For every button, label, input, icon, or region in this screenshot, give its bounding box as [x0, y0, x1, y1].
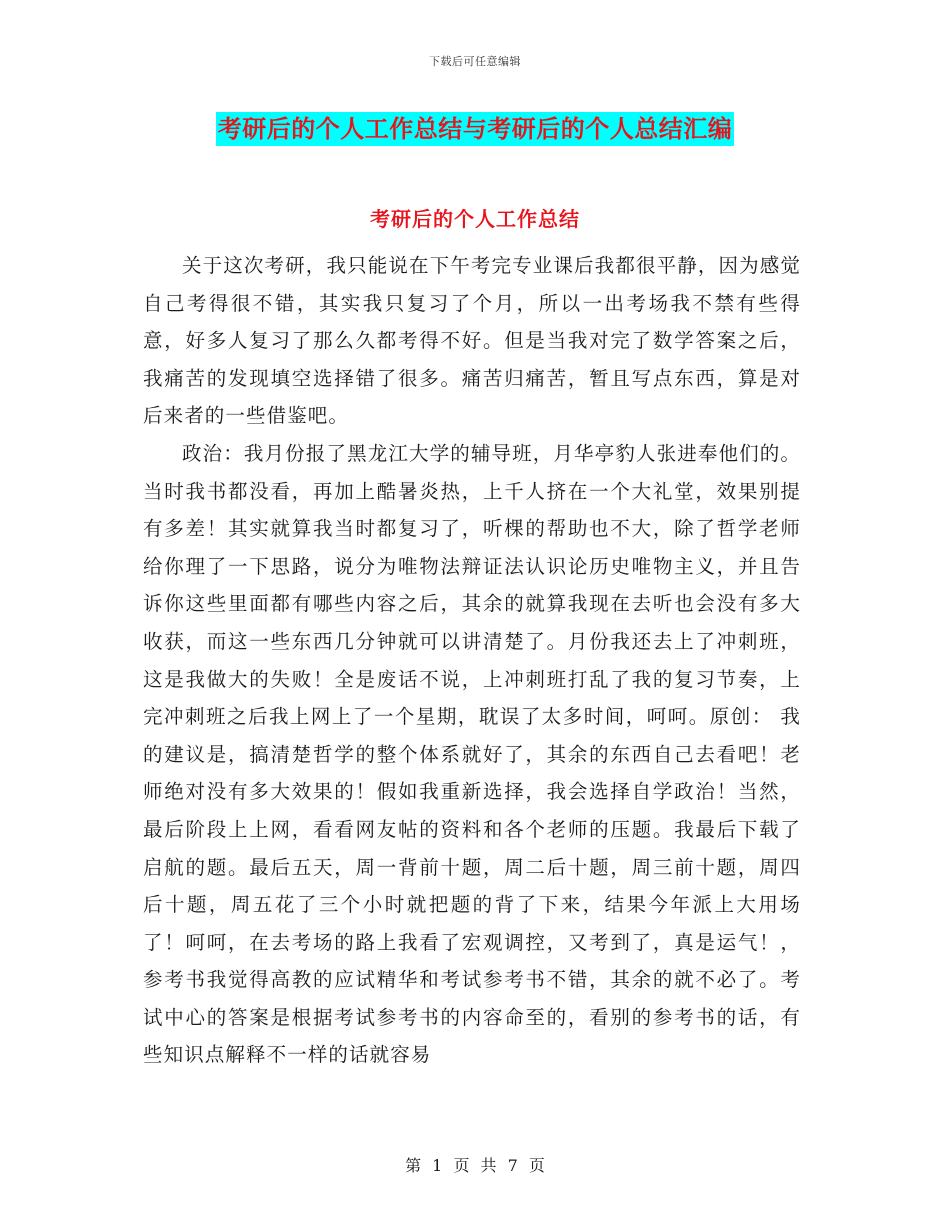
page-number-footer: 第 1 页 共 7 页: [405, 1156, 545, 1175]
document-body: [143, 247, 801, 1074]
page-header-note: 下载后可任意编辑: [429, 55, 521, 68]
main-title-container: [0, 112, 950, 146]
section-title: 考研后的个人工作总结: [370, 207, 580, 231]
paragraph: 关于这次考研，我只能说在下午考完专业课后我都很平静，因为感觉自己考得很不错，其实我只复习了个月，所以一出考场我不禁有些得意，好多人复习了那么久都考得不好。但是当我对完了数学答案之后，我痛苦的发现填空选择错了很多。痛苦归痛苦，暂且写点东西，算是对后来者的一些借鉴吧。: [143, 254, 801, 428]
document-title: 考研后的个人工作总结与考研后的个人总结汇编: [216, 112, 735, 146]
paragraph: 政治：我月份报了黑龙江大学的辅导班，月华亭豹人张进奉他们的。当时我书都没看，再加上酷暑炎热，上千人挤在一个大礼堂，效果别提有多差！其实就算我当时都复习了，听棵的帮助也不大，除了哲学老师给你理了一下思路，说分为唯物法辩证法认识论历史唯物主义，并且告诉你这些里面都有哪些内容之后，其余的就算我现在去听也会没有多大收获，而这一些东西几分钟就可以讲清楚了。月份我还去上了冲刺班，这是我做大的失败！全是废话不说，上冲刺班打乱了我的复习节奏，上完冲刺班之后我上网上了一个星期，耽误了太多时间，呵呵。原创： 我的建议是，搞清楚哲学的整个体系就好了，其余的东西自己去看吧！老师绝对没有多大效果的！假如我重新选择，我会选择自学政治！当然，最后阶段上上网，看看网友帖的资料和各个老师的压题。我最后下载了启航的题。最后五天，周一背前十题，周二后十题，周三前十题，周四后十题，周五花了三个小时就把题的背了下来，结果今年派上大用场了！呵呵，在去考场的路上我看了宏观调控，又考到了，真是运气！，参考书我觉得高教的应试精华和考试参考书不错，其余的就不必了。考试中心的答案是根据考试参考书的内容命至的，看别的参考书的话，有些知识点解释不一样的话就容易: [143, 441, 801, 1067]
